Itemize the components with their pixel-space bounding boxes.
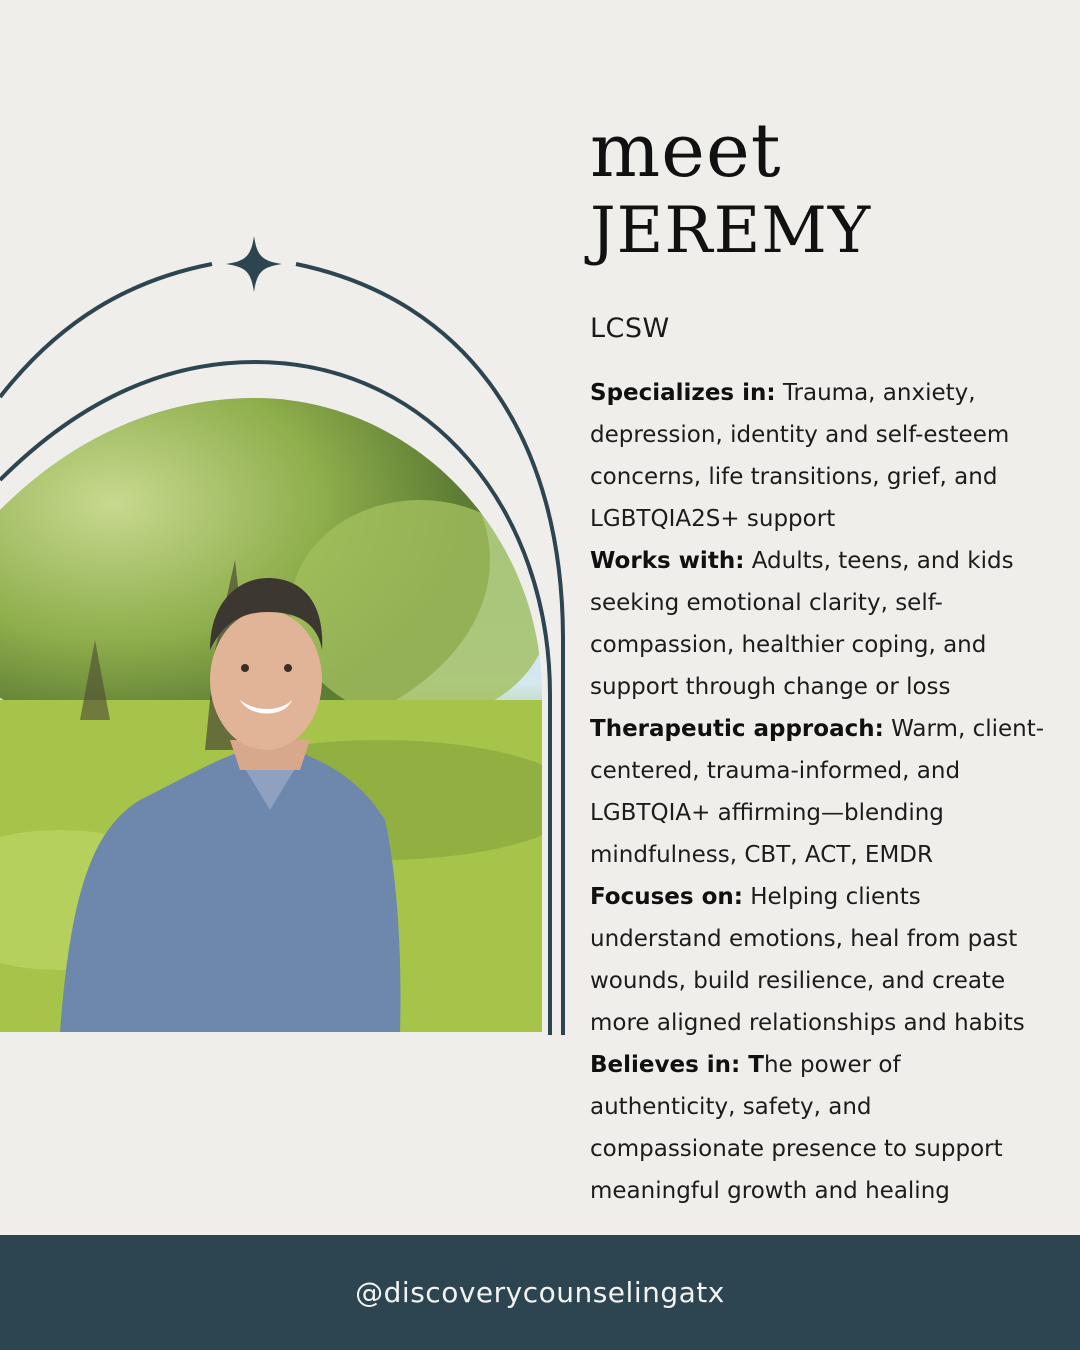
detail-text: Helping clients understand emotions, heal from past wounds, build resilience, and create more aligned relationships and habits (590, 884, 1025, 1036)
title-meet: meet (590, 108, 782, 194)
detail-text: Trauma, anxiety, depression, identity and self-esteem concerns, life transitions, grief, and LGBTQIA2S+ support (590, 380, 1010, 532)
details-list (590, 372, 1048, 1212)
footer-bar (0, 1235, 1080, 1350)
detail-label: Believes in: T (590, 1052, 764, 1078)
outer-arch-left (0, 264, 212, 397)
sparkle-icon (226, 236, 282, 292)
detail-text: he power of authenticity, safety, and compassionate presence to support meaningful growth and healing (590, 1052, 1003, 1204)
detail-believes (590, 1044, 1048, 1212)
detail-label: Focuses on: (590, 884, 743, 910)
portrait-photo (0, 370, 580, 1032)
detail-approach (590, 708, 1048, 876)
detail-label: Specializes in: (590, 380, 776, 406)
social-handle[interactable]: @discoverycounselingatx (355, 1276, 725, 1309)
detail-focuses (590, 876, 1048, 1044)
page-title (590, 110, 871, 270)
detail-label: Therapeutic approach: (590, 716, 884, 742)
detail-text: Warm, client-centered, trauma-informed, and LGBTQIA+ affirming—blending mindfulness, CBT, ACT, EMDR (590, 716, 1045, 868)
detail-label: Works with: (590, 548, 745, 574)
detail-works-with (590, 540, 1048, 708)
detail-text: Adults, teens, and kids seeking emotional clarity, self-compassion, healthier coping, and support through change or loss (590, 548, 1014, 700)
detail-specializes (590, 372, 1048, 540)
credential-label: LCSW (590, 313, 670, 344)
title-name: JEREMY (590, 194, 872, 268)
